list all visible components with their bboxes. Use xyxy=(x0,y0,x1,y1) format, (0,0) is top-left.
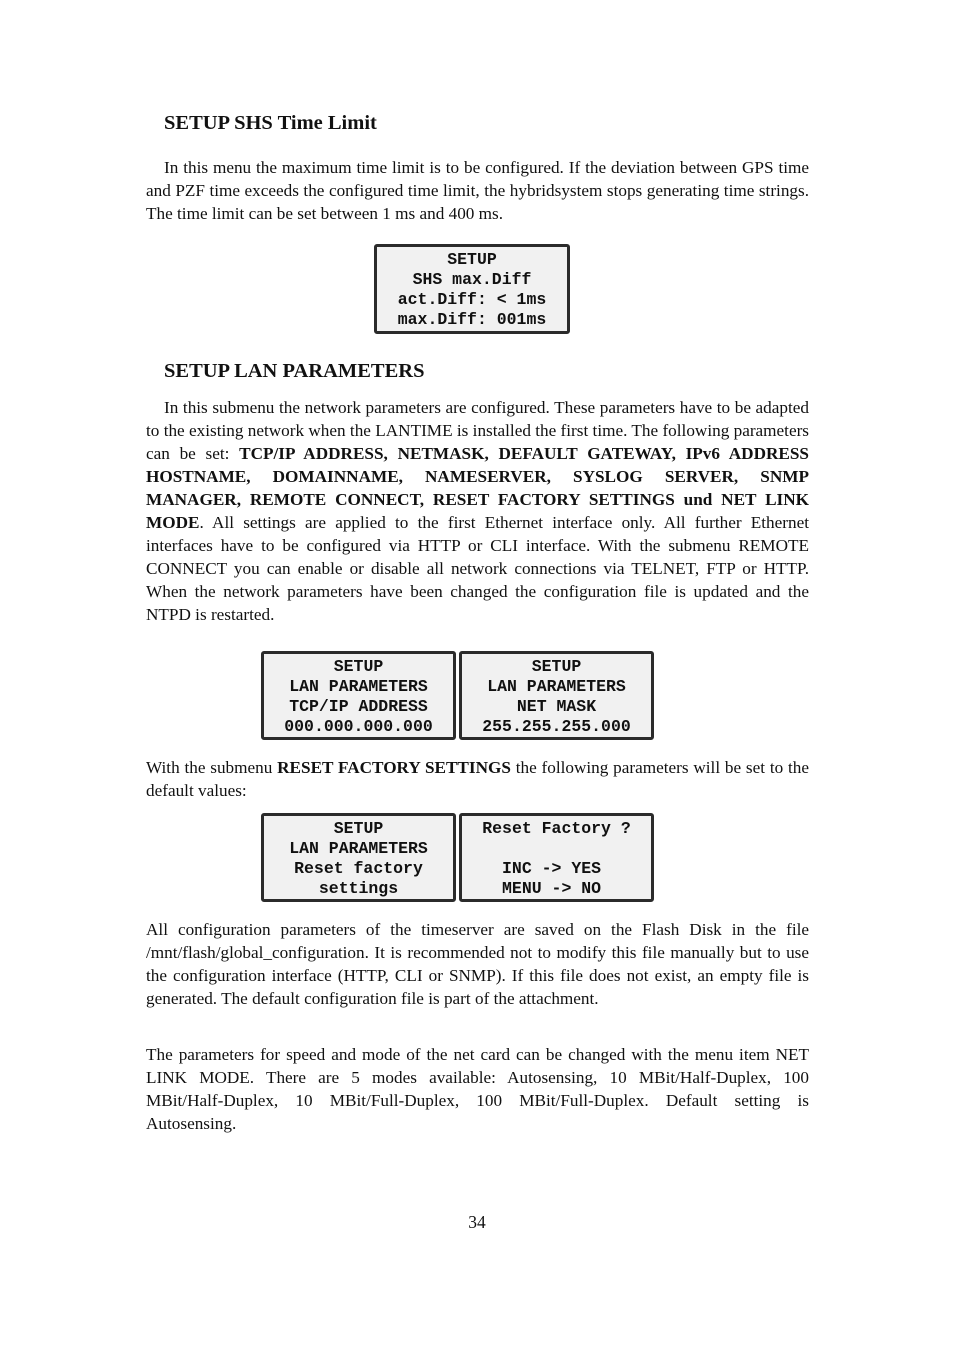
lcd-display-reset-factory-menu xyxy=(261,813,456,902)
lcd-line: Reset factory xyxy=(294,859,423,878)
lcd-line: LAN PARAMETERS xyxy=(289,677,428,696)
paragraph-text: the following parameters will be set to the default values: xyxy=(146,758,809,800)
section-heading-shs-time-limit: SETUP SHS Time Limit xyxy=(164,112,377,134)
paragraph-text: . All settings are applied to the first Ethernet interface only. All further Ethernet interfaces have to be configured via HTTP or CLI interface. With the submenu REMOTE CONNECT you can enable or disable all network connections via TELNET, FTP or HTTP. When the network parameters have been changed the configuration file is updated and the NTPD is restarted. xyxy=(146,513,809,624)
lcd-line: LAN PARAMETERS xyxy=(289,839,428,858)
page-number: 34 xyxy=(468,1212,486,1232)
lcd-line xyxy=(462,839,651,859)
lcd-line: MENU -> NO xyxy=(502,879,611,898)
lcd-display-tcpip-address xyxy=(261,651,456,740)
lcd-line: act.Diff: < 1ms xyxy=(397,290,547,309)
lcd-display-shs-max-diff xyxy=(374,244,570,334)
lcd-line: settings xyxy=(318,879,399,898)
lcd-line: SETUP xyxy=(333,819,384,838)
lan-parameters-paragraph xyxy=(146,396,809,626)
lcd-line: SETUP xyxy=(531,657,582,676)
lcd-line: LAN PARAMETERS xyxy=(487,677,626,696)
parameter-list-bold: TCP/IP ADDRESS, NETMASK, DEFAULT GATEWAY, IPv6 ADDRESS HOSTNAME, DOMAINNAME, NAMESERVER, SYSLOG SERVER, SNMP MANAGER, REMOTE CONNECT, RESET FACTORY SETTINGS und NET LINK MODE xyxy=(146,444,809,532)
lcd-line: NET MASK xyxy=(516,697,597,716)
lcd-line: 255.255.255.000 xyxy=(482,717,631,736)
lcd-line: max.Diff: 001ms xyxy=(397,310,547,329)
lcd-line: SHS max.Diff xyxy=(412,270,532,289)
shs-time-limit-paragraph: In this menu the maximum time limit is to be configured. If the deviation between GPS time and PZF time exceeds the configured time limit, the hybridsystem stops generating time strings. The time limit can be set between 1 ms and 400 ms. xyxy=(146,158,809,223)
lcd-line: 000.000.000.000 xyxy=(284,717,433,736)
lcd-line: SETUP xyxy=(333,657,384,676)
lcd-display-reset-factory-confirm xyxy=(459,813,654,902)
section-heading-lan-parameters: SETUP LAN PARAMETERS xyxy=(164,360,425,382)
paragraph-text: With the submenu xyxy=(146,758,278,777)
reset-factory-bold: RESET FACTORY SETTINGS xyxy=(277,758,511,777)
lcd-line: SETUP xyxy=(447,250,497,269)
net-link-mode-paragraph: The parameters for speed and mode of the net card can be changed with the menu item NET LINK MODE. There are 5 modes available: Autosensing, 10 MBit/Half-Duplex, 100 MBit/Half-Duplex, 10 MBit/Full-Duplex, 100 MBit/Full-Duplex. Default setting is Autosensing. xyxy=(146,1045,809,1133)
lcd-line: TCP/IP ADDRESS xyxy=(289,697,428,716)
paragraph-text: In this submenu the network parameters are configured. These parameters have to be adapted to the existing network when the LANTIME is installed the first time. The following parameters can be set: xyxy=(146,398,809,463)
configuration-file-paragraph: All configuration parameters of the timeserver are saved on the Flash Disk in the file /mnt/flash/global_configuration. It is recommended not to modify this file manually but to use the configuration interface (HTTP, CLI or SNMP). If this file does not exist, an empty file is generated. The default configuration file is part of the attachment. xyxy=(146,920,809,1008)
reset-factory-paragraph xyxy=(146,756,809,802)
lcd-display-net-mask xyxy=(459,651,654,740)
lcd-line: INC -> YES xyxy=(502,859,611,878)
lcd-line: Reset Factory ? xyxy=(482,819,631,838)
